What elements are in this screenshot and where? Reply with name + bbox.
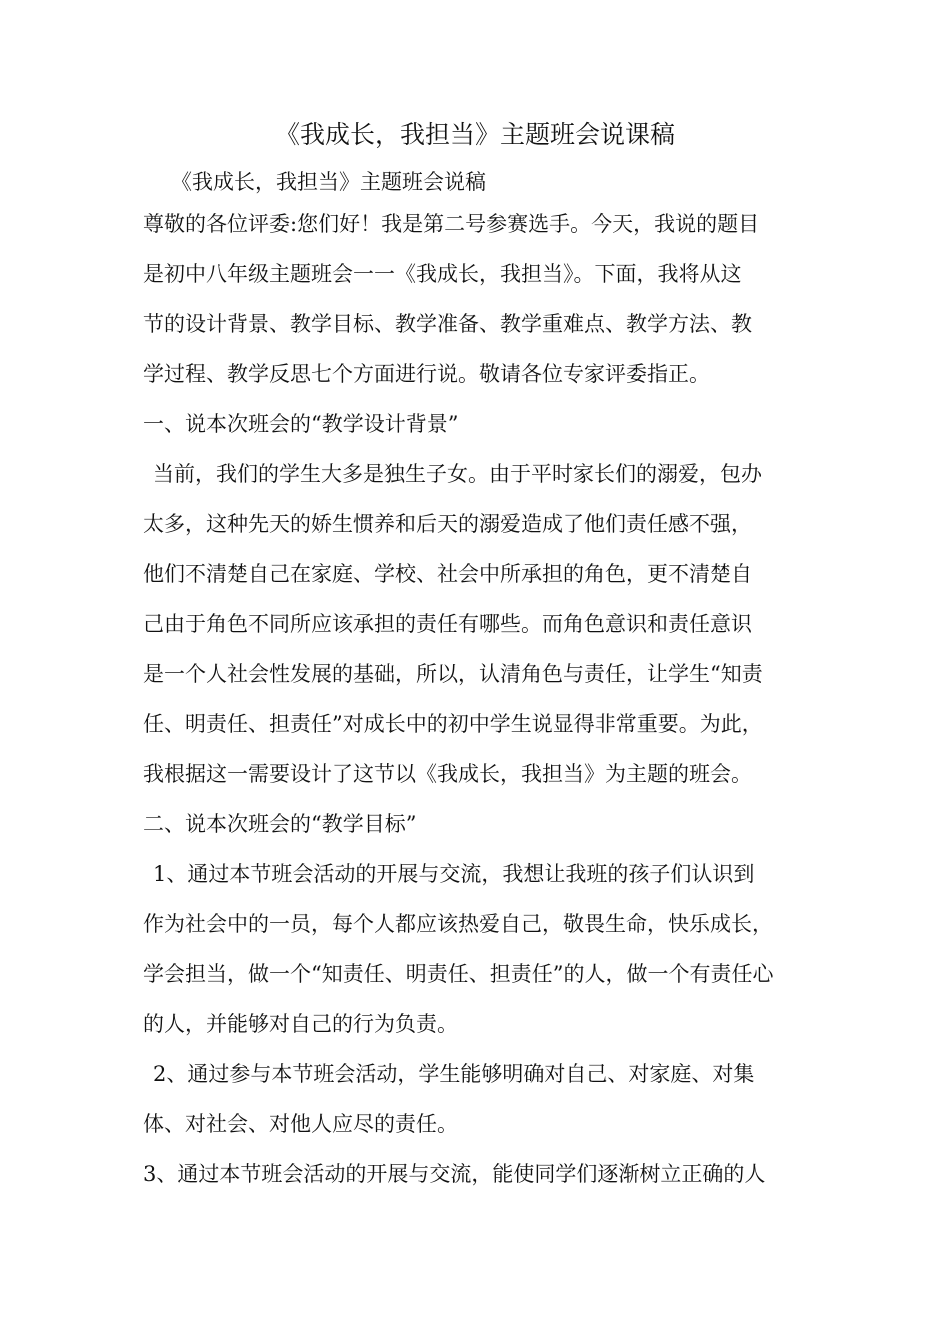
section-heading: 二、说本次班会的“教学目标” xyxy=(143,812,417,836)
paragraph-line: 作为社会中的一员，每个人都应该热爱自己，敬畏生命，快乐成长， xyxy=(143,912,773,936)
paragraph-line: 是初中八年级主题班会一一《我成长，我担当》。下面，我将从这 xyxy=(143,262,742,286)
paragraph-line: 学过程、教学反思七个方面进行说。敬请各位专家评委指正。 xyxy=(143,362,710,386)
paragraph-line: 学会担当，做一个“知责任、明责任、担责任”的人，做一个有责任心 xyxy=(143,962,774,986)
paragraph-line: 节的设计背景、教学目标、教学准备、教学重难点、教学方法、教 xyxy=(143,312,752,336)
document-subtitle: 《我成长，我担当》主题班会说稿 xyxy=(171,170,486,194)
paragraph-line: 他们不清楚自己在家庭、学校、社会中所承担的角色，更不清楚自 xyxy=(143,562,752,586)
paragraph-line: 太多，这种先天的娇生惯养和后天的溺爱造成了他们责任感不强， xyxy=(143,512,752,536)
paragraph-line: 3、通过本节班会活动的开展与交流，能使同学们逐渐树立正确的人 xyxy=(143,1162,766,1186)
paragraph-line: 当前，我们的学生大多是独生子女。由于平时家长们的溺爱，包办 xyxy=(153,462,762,486)
section-heading: 一、说本次班会的“教学设计背景” xyxy=(143,412,459,436)
paragraph-line: 1、通过本节班会活动的开展与交流，我想让我班的孩子们认识到 xyxy=(153,862,755,886)
paragraph-line: 2、通过参与本节班会活动，学生能够明确对自己、对家庭、对集 xyxy=(153,1062,755,1086)
paragraph-line: 己由于角色不同所应该承担的责任有哪些。而角色意识和责任意识 xyxy=(143,612,752,636)
paragraph-line: 是一个人社会性发展的基础，所以，认清角色与责任，让学生“知责 xyxy=(143,662,763,686)
document-body xyxy=(143,164,833,1206)
paragraph-line: 的人，并能够对自己的行为负责。 xyxy=(143,1012,458,1036)
paragraph-line: 体、对社会、对他人应尽的责任。 xyxy=(143,1112,458,1136)
paragraph-line: 任、明责任、担责任”对成长中的初中学生说显得非常重要。为此， xyxy=(143,712,763,736)
paragraph-line: 我根据这一需要设计了这节以《我成长，我担当》为主题的班会。 xyxy=(143,762,752,786)
document-title: 《我成长，我担当》主题班会说课稿 xyxy=(274,120,675,149)
paragraph-line: 尊敬的各位评委:您们好！我是第二号参赛选手。今天，我说的题目 xyxy=(143,212,760,236)
